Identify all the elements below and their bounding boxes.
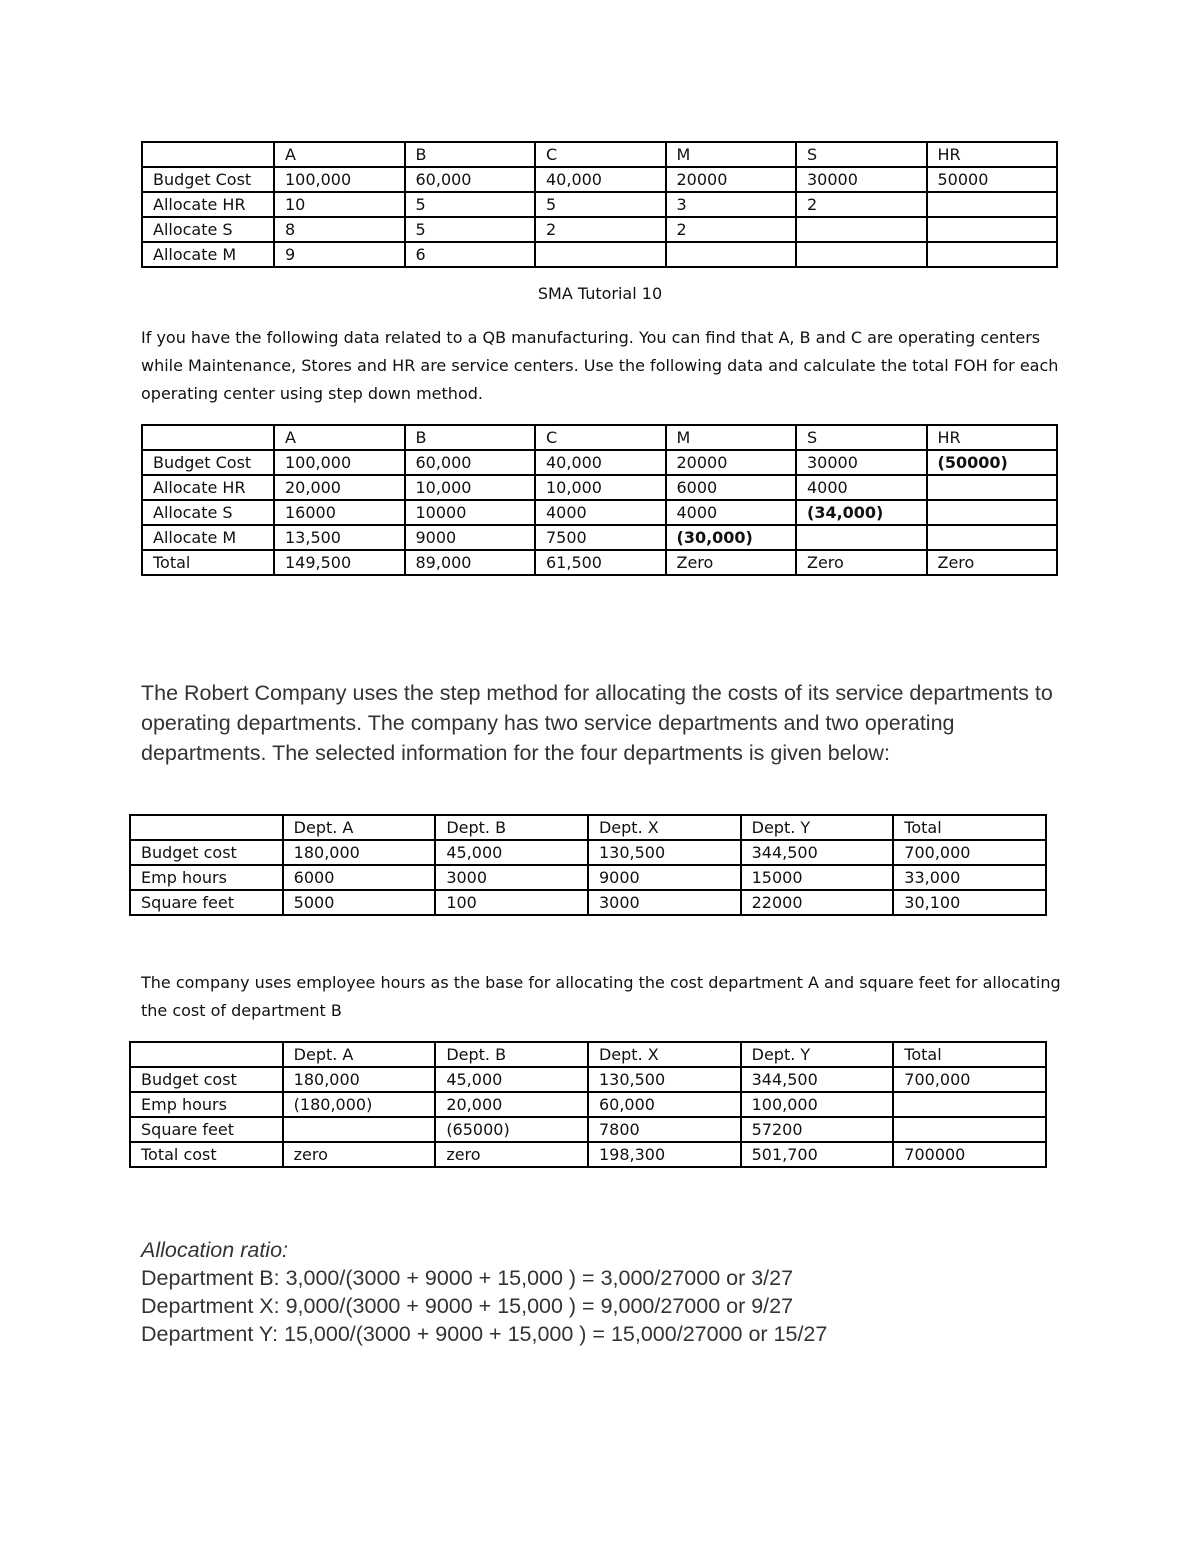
table-cell xyxy=(142,142,274,167)
table-cell: 344,500 xyxy=(741,840,894,865)
table-row xyxy=(142,192,1057,217)
table-cell xyxy=(796,242,927,267)
table-header-cell: HR xyxy=(927,425,1058,450)
row-label: Allocate S xyxy=(142,500,274,525)
table-cell: 15000 xyxy=(741,865,894,890)
table-cell: 10 xyxy=(274,192,405,217)
table-cell: (65000) xyxy=(435,1117,588,1142)
allocation-line: Department B: 3,000/(3000 + 9000 + 15,000 ) = 3,000/27000 or 3/27 xyxy=(141,1266,794,1290)
row-label: Allocate M xyxy=(142,242,274,267)
table-cell: 100,000 xyxy=(274,167,405,192)
table-row xyxy=(130,890,1046,915)
row-label: Budget cost xyxy=(130,1067,283,1092)
table-cell: 198,300 xyxy=(588,1142,741,1167)
table-cell: 6000 xyxy=(666,475,797,500)
table-cell xyxy=(666,242,797,267)
table-cell: 2 xyxy=(796,192,927,217)
table-cell: 50000 xyxy=(927,167,1058,192)
table-cell: 6000 xyxy=(283,865,436,890)
table-cell: Zero xyxy=(796,550,927,575)
step-down-solution-table xyxy=(141,424,1058,576)
table-cell xyxy=(796,217,927,242)
row-label: Allocate HR xyxy=(142,475,274,500)
row-label: Emp hours xyxy=(130,865,283,890)
allocation-base-paragraph: The company uses employee hours as the base for allocating the cost department A and square feet for allocating the cost of department B xyxy=(141,973,1061,1020)
table-cell xyxy=(893,1092,1046,1117)
table-header-cell: Dept. B xyxy=(435,1042,588,1067)
table-header-cell: B xyxy=(405,425,536,450)
table-row xyxy=(130,840,1046,865)
table-cell: 4000 xyxy=(666,500,797,525)
table-cell: 5000 xyxy=(283,890,436,915)
table-cell xyxy=(130,1042,283,1067)
table-cell xyxy=(142,425,274,450)
step-method-solution-table xyxy=(129,1041,1047,1168)
table-cell: 20,000 xyxy=(435,1092,588,1117)
table-header-cell: S xyxy=(796,142,927,167)
table-cell: 89,000 xyxy=(405,550,536,575)
table-cell: 700000 xyxy=(893,1142,1046,1167)
table-cell: 30,100 xyxy=(893,890,1046,915)
table-header-cell: Dept. X xyxy=(588,1042,741,1067)
table-cell: 7500 xyxy=(535,525,666,550)
table-cell: 40,000 xyxy=(535,450,666,475)
table-cell: 60,000 xyxy=(405,167,536,192)
table-cell: 45,000 xyxy=(435,1067,588,1092)
row-label: Square feet xyxy=(130,890,283,915)
table-cell: 20000 xyxy=(666,450,797,475)
table-cell xyxy=(927,242,1058,267)
table-row xyxy=(130,1067,1046,1092)
table-cell: 3 xyxy=(666,192,797,217)
table-cell: 9000 xyxy=(405,525,536,550)
table-header-row xyxy=(130,1042,1046,1067)
table-cell: 4000 xyxy=(535,500,666,525)
table-header-cell: C xyxy=(535,142,666,167)
table-header-row xyxy=(142,425,1057,450)
row-label: Total xyxy=(142,550,274,575)
table-row xyxy=(142,550,1057,575)
table-cell: 20000 xyxy=(666,167,797,192)
table-header-cell: Dept. X xyxy=(588,815,741,840)
table-cell: 700,000 xyxy=(893,1067,1046,1092)
table-cell: 100,000 xyxy=(274,450,405,475)
table-cell: 40,000 xyxy=(535,167,666,192)
table-cell: zero xyxy=(435,1142,588,1167)
row-label: Budget cost xyxy=(130,840,283,865)
table-row xyxy=(142,475,1057,500)
table-header-cell: Dept. Y xyxy=(741,815,894,840)
table-cell: 130,500 xyxy=(588,840,741,865)
table-cell xyxy=(796,525,927,550)
table-cell: Zero xyxy=(927,550,1058,575)
table-header-cell: Total xyxy=(893,815,1046,840)
table-row xyxy=(142,167,1057,192)
table-cell: (34,000) xyxy=(796,500,927,525)
row-label: Allocate M xyxy=(142,525,274,550)
table-cell: 100,000 xyxy=(741,1092,894,1117)
table-row xyxy=(130,1117,1046,1142)
table-row xyxy=(142,525,1057,550)
table-cell xyxy=(927,217,1058,242)
table-cell: 2 xyxy=(535,217,666,242)
table-cell: 8 xyxy=(274,217,405,242)
table-row xyxy=(130,1092,1046,1117)
table-cell: 20,000 xyxy=(274,475,405,500)
intro-paragraph: If you have the following data related to a QB manufacturing. You can find that A, B and C are operating centers while Maintenance, Stores and HR are service centers. Use the following data and calculate the total FOH for each operating center using step down method. xyxy=(141,328,1059,403)
table-row xyxy=(142,242,1057,267)
table-header-row xyxy=(142,142,1057,167)
table-cell xyxy=(535,242,666,267)
table-cell: 3000 xyxy=(435,865,588,890)
table-cell: 5 xyxy=(405,217,536,242)
table-cell: 4000 xyxy=(796,475,927,500)
table-header-cell: HR xyxy=(927,142,1058,167)
table-header-cell: Dept. A xyxy=(283,815,436,840)
table-cell: 3000 xyxy=(588,890,741,915)
table-cell xyxy=(927,500,1058,525)
table-cell: 2 xyxy=(666,217,797,242)
table-cell: 9000 xyxy=(588,865,741,890)
allocation-basis-table xyxy=(141,141,1058,268)
table-cell: 180,000 xyxy=(283,1067,436,1092)
table-header-cell: Dept. A xyxy=(283,1042,436,1067)
table-cell: 16000 xyxy=(274,500,405,525)
table-row xyxy=(130,1142,1046,1167)
table-header-cell: Dept. Y xyxy=(741,1042,894,1067)
table-cell: 180,000 xyxy=(283,840,436,865)
table-cell: 22000 xyxy=(741,890,894,915)
allocation-line: Department Y: 15,000/(3000 + 9000 + 15,000 ) = 15,000/27000 or 15/27 xyxy=(141,1322,828,1346)
row-label: Budget Cost xyxy=(142,167,274,192)
table-cell: 10000 xyxy=(405,500,536,525)
table-cell: 130,500 xyxy=(588,1067,741,1092)
table-cell: 6 xyxy=(405,242,536,267)
row-label: Allocate S xyxy=(142,217,274,242)
allocation-ratio-section xyxy=(141,1236,827,1348)
table-cell: 10,000 xyxy=(405,475,536,500)
table-cell: 60,000 xyxy=(405,450,536,475)
table-cell: 33,000 xyxy=(893,865,1046,890)
table-cell xyxy=(927,192,1058,217)
allocation-ratio-title: Allocation ratio: xyxy=(141,1238,288,1262)
table-row xyxy=(142,450,1057,475)
table-row xyxy=(142,500,1057,525)
table-header-cell: A xyxy=(274,425,405,450)
table-cell: 45,000 xyxy=(435,840,588,865)
table-cell: 149,500 xyxy=(274,550,405,575)
table-header-cell: Dept. B xyxy=(435,815,588,840)
table-cell: 30000 xyxy=(796,450,927,475)
table-cell: 30000 xyxy=(796,167,927,192)
table-cell: 100 xyxy=(435,890,588,915)
department-data-table xyxy=(129,814,1047,916)
table-header-row xyxy=(130,815,1046,840)
row-label: Allocate HR xyxy=(142,192,274,217)
table-row xyxy=(142,217,1057,242)
table-cell: 9 xyxy=(274,242,405,267)
table-cell xyxy=(283,1117,436,1142)
table-header-cell: Total xyxy=(893,1042,1046,1067)
table-header-cell: S xyxy=(796,425,927,450)
table-row xyxy=(130,865,1046,890)
allocation-line: Department X: 9,000/(3000 + 9000 + 15,000 ) = 9,000/27000 or 9/27 xyxy=(141,1294,794,1318)
table-cell: 7800 xyxy=(588,1117,741,1142)
table-cell: 57200 xyxy=(741,1117,894,1142)
table-header-cell: A xyxy=(274,142,405,167)
tutorial-caption: SMA Tutorial 10 xyxy=(537,284,663,303)
table-cell xyxy=(927,525,1058,550)
robert-company-paragraph: The Robert Company uses the step method for allocating the costs of its service departments to operating departments. The company has two service departments and two operating departments. The selected information for the four departments is given below: xyxy=(141,681,1053,765)
table-cell: 61,500 xyxy=(535,550,666,575)
table-header-cell: M xyxy=(666,425,797,450)
row-label: Emp hours xyxy=(130,1092,283,1117)
table-header-cell: B xyxy=(405,142,536,167)
table-cell: 60,000 xyxy=(588,1092,741,1117)
table-cell: 10,000 xyxy=(535,475,666,500)
table-header-cell: C xyxy=(535,425,666,450)
table-cell: Zero xyxy=(666,550,797,575)
table-cell: (30,000) xyxy=(666,525,797,550)
table-cell: 501,700 xyxy=(741,1142,894,1167)
table-cell: (50000) xyxy=(927,450,1058,475)
table-cell: 700,000 xyxy=(893,840,1046,865)
table-cell: 13,500 xyxy=(274,525,405,550)
row-label: Total cost xyxy=(130,1142,283,1167)
table-cell: (180,000) xyxy=(283,1092,436,1117)
table-cell xyxy=(893,1117,1046,1142)
table-cell: 5 xyxy=(535,192,666,217)
table-cell: zero xyxy=(283,1142,436,1167)
row-label: Square feet xyxy=(130,1117,283,1142)
table-cell xyxy=(130,815,283,840)
table-cell xyxy=(927,475,1058,500)
table-cell: 5 xyxy=(405,192,536,217)
table-cell: 344,500 xyxy=(741,1067,894,1092)
row-label: Budget Cost xyxy=(142,450,274,475)
table-header-cell: M xyxy=(666,142,797,167)
